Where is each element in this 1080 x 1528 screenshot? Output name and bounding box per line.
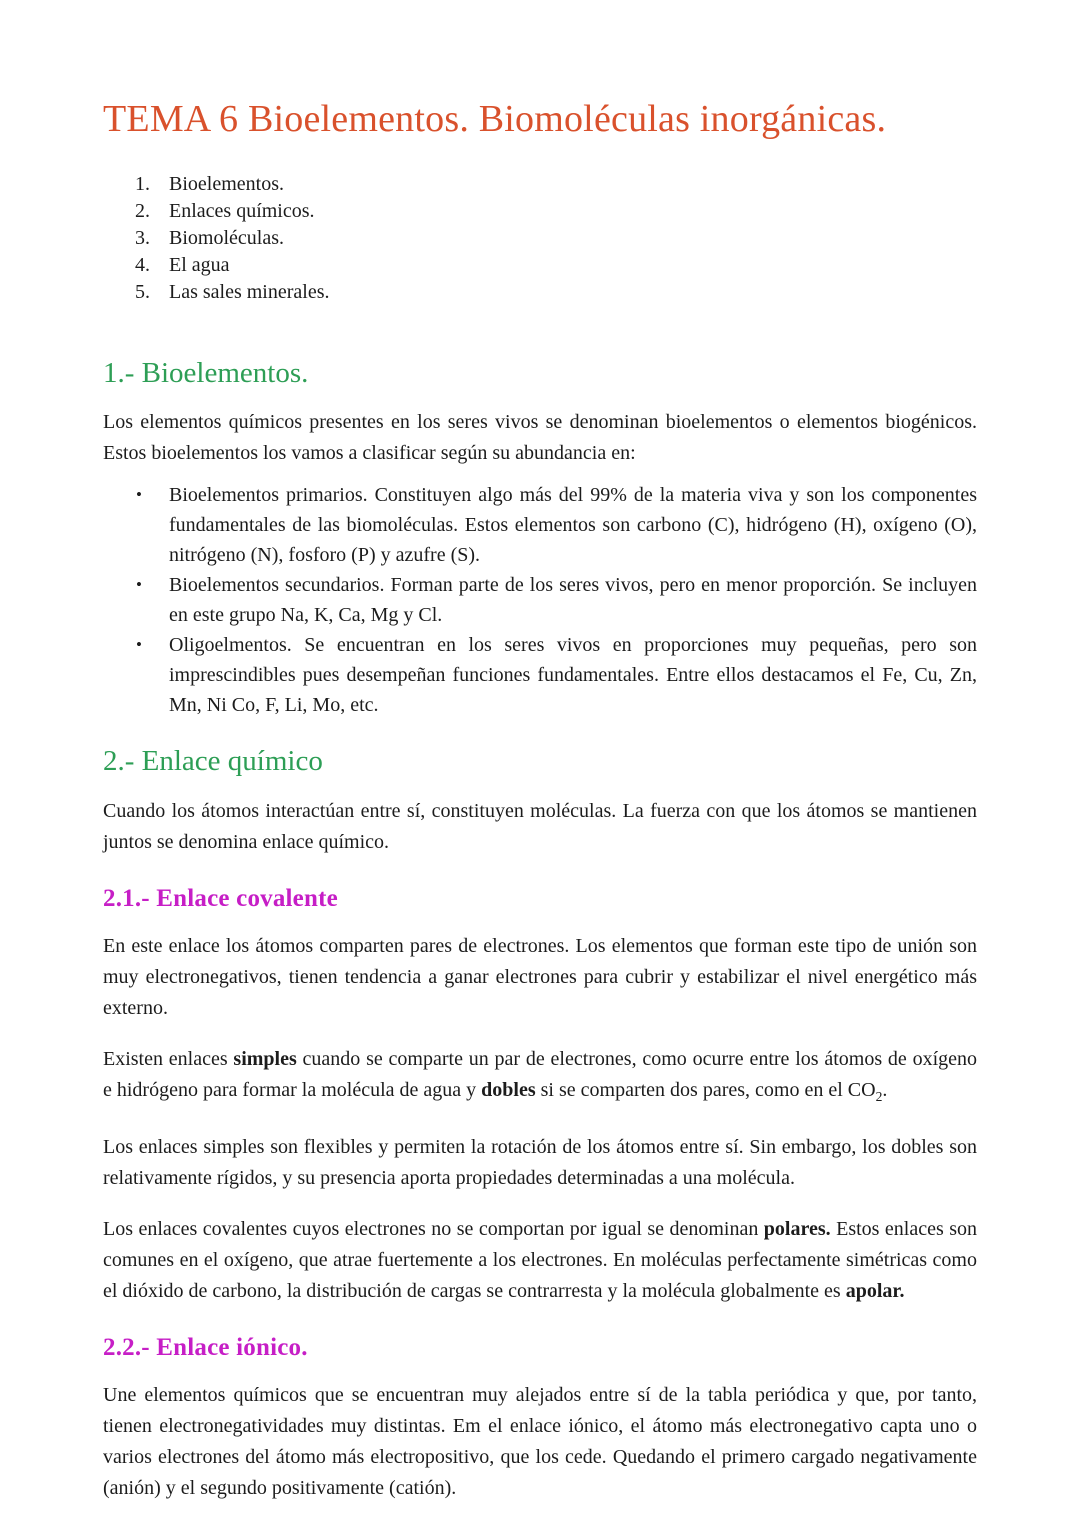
bullet-item-text: Bioelementos primarios. Constituyen algo más del 99% de la materia viva y son los componentes fundamentales de las biomoléculas. Estos elementos son carbono (C), hidrógeno (H), oxígeno (O), nitrógeno (N), fosforo (P) y azufre (S). (169, 484, 977, 567)
bullet-icon: • (136, 485, 142, 505)
toc-item (103, 225, 977, 252)
toc-item (103, 252, 977, 279)
covalent-paragraph-1: En este enlace los átomos comparten pares de electrones. Los elementos que forman este tipo de unión son muy electronegativos, tienen tendencia a ganar electrones para cubrir y estabilizar el nivel energético más externo. (103, 935, 977, 1020)
bullet-item (103, 480, 977, 570)
toc-item-label: Biomoléculas. (169, 226, 284, 249)
section-2-intro-paragraph: Cuando los átomos interactúan entre sí, constituyen moléculas. La fuerza con que los átomos se mantienen juntos se denomina enlace químico. (103, 800, 977, 854)
covalent-paragraph-3: Los enlaces simples son flexibles y permiten la rotación de los átomos entre sí. Sin embargo, los dobles son relativamente rígidos, y su presencia aporta propiedades determinadas a una molécula. (103, 1136, 977, 1190)
section-1-heading: 1.- Bioelementos. (103, 356, 309, 389)
toc-item-label: Bioelementos. (169, 172, 284, 195)
toc-item-label: Enlaces químicos. (169, 199, 315, 222)
toc-list (103, 171, 977, 306)
bullet-icon: • (136, 575, 142, 595)
ionic-paragraph-1: Une elementos químicos que se encuentran muy alejados entre sí de la tabla periódica y que, por tanto, tienen electronegatividades muy distintas. Em el enlace iónico, el átomo más electronegativo capta uno o varios electrones del átomo más electropositivo, que los cede. Quedando el primero cargado negativamente (anión) y el segundo positivamente (catión). (103, 1384, 977, 1500)
bullet-item-text: Oligoelmentos. Se encuentran en los seres vivos en proporciones muy pequeñas, pero son imprescindibles pues desempeñan funciones fundamentales. Entre ellos destacamos el Fe, Cu, Zn, Mn, Ni Co, F, Li, Mo, etc. (169, 634, 977, 717)
subsection-2-2-heading: 2.2.- Enlace iónico. (103, 1334, 308, 1362)
toc-item-number: 3. (135, 226, 150, 249)
toc-item-label: El agua (169, 253, 230, 276)
section-2-heading: 2.- Enlace químico (103, 745, 323, 778)
bullet-item (103, 570, 977, 630)
toc-item (103, 198, 977, 225)
bullet-item (103, 630, 977, 720)
toc-item-number: 2. (135, 199, 150, 222)
bullet-item-text: Bioelementos secundarios. Forman parte de los seres vivos, pero en menor proporción. Se incluyen en este grupo Na, K, Ca, Mg y Cl. (169, 574, 977, 627)
toc-item (103, 279, 977, 306)
covalent-paragraph-4: Los enlaces covalentes cuyos electrones no se comportan por igual se denominan polares. Estos enlaces son comunes en el oxígeno, que atrae fuertemente a los electrones. En moléculas perfectamente simétricas como el dióxido de carbono, la distribución de cargas se contrarresta y la molécula globalmente es apolar. (103, 1218, 977, 1303)
section-1-bullet-list (103, 480, 977, 720)
section-1-intro-paragraph: Los elementos químicos presentes en los seres vivos se denominan bioelementos o elementos biogénicos. Estos bioelementos los vamos a clasificar según su abundancia en: (103, 411, 977, 465)
toc-item-number: 1. (135, 172, 150, 195)
toc-item-label: Las sales minerales. (169, 280, 330, 303)
page-title: TEMA 6 Bioelementos. Biomoléculas inorgánicas. (103, 98, 887, 140)
toc-item-number: 5. (135, 280, 150, 303)
toc-item (103, 171, 977, 198)
subsection-2-1-heading: 2.1.- Enlace covalente (103, 885, 338, 913)
toc-item-number: 4. (135, 253, 150, 276)
bullet-icon: • (136, 635, 142, 655)
covalent-paragraph-2: Existen enlaces simples cuando se comparte un par de electrones, como ocurre entre los átomos de oxígeno e hidrógeno para formar la molécula de agua y dobles si se comparten dos pares, como en el $CO_2$. (103, 1048, 977, 1105)
